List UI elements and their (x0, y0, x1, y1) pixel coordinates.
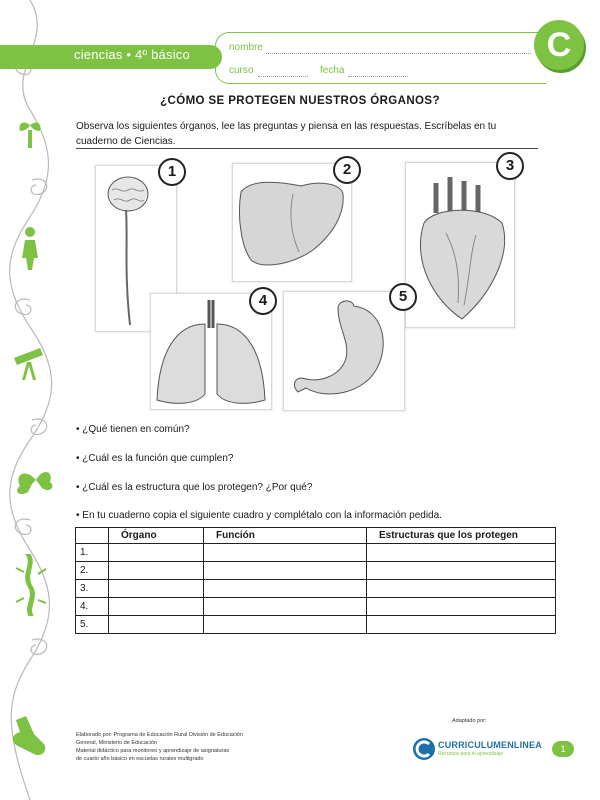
organ-image-3 (405, 162, 515, 328)
credits-line-3: Material didáctico para monitoreo y aprendizaje de asignaturas (76, 748, 230, 754)
organ-number-1: 1 (158, 158, 186, 186)
page-title: ¿CÓMO SE PROTEGEN NUESTROS ÓRGANOS? (160, 95, 440, 107)
adapted-by-label: Adaptado por: (452, 718, 487, 724)
organ-image-5 (283, 291, 405, 411)
structures-cell[interactable] (367, 544, 556, 562)
stomach-icon (284, 292, 404, 410)
organ-number-4: 4 (249, 287, 277, 315)
question-1: • ¿Qué tienen en común? (76, 424, 190, 435)
table-header-number (76, 528, 109, 544)
structures-cell[interactable] (367, 562, 556, 580)
credits-line-2: General, Ministerio de Educación (76, 740, 158, 746)
table-header-structures: Estructuras que los protegen (367, 528, 556, 544)
table-row (76, 562, 556, 580)
question-4: • En tu cuaderno copia el siguiente cuadro y complétalo con la información pedida. (76, 510, 442, 521)
organ-cell[interactable] (109, 598, 204, 616)
butterfly-icon (17, 472, 52, 494)
structures-cell[interactable] (367, 598, 556, 616)
table-row (76, 616, 556, 634)
structures-cell[interactable] (367, 616, 556, 634)
course-field[interactable] (258, 76, 308, 77)
question-3: • ¿Cuál es la estructura que los protegen? ¿Por qué? (76, 482, 313, 493)
credits-line-1: Elaborado por: Programa de Educación Rural División de Educación (76, 732, 243, 738)
function-cell[interactable] (204, 562, 367, 580)
row-number: 1. (76, 544, 109, 562)
row-number: 5. (76, 616, 109, 634)
liver-icon (233, 164, 351, 281)
telescope-icon (14, 348, 43, 380)
function-cell[interactable] (204, 580, 367, 598)
organ-number-2: 2 (333, 156, 361, 184)
question-2: • ¿Cuál es la función que cumplen? (76, 453, 234, 464)
subject-badge: C (534, 20, 584, 70)
logo-tagline: Recursos para el aprendizaje (438, 751, 504, 757)
organ-cell[interactable] (109, 562, 204, 580)
organ-cell[interactable] (109, 616, 204, 634)
name-label: nombre (229, 42, 263, 53)
divider (76, 148, 538, 149)
table-header-function: Función (204, 528, 367, 544)
table-row (76, 598, 556, 616)
row-number: 2. (76, 562, 109, 580)
row-number: 3. (76, 580, 109, 598)
lizard-icon (16, 555, 46, 615)
credits-line-4: de cuarto año básico en escuelas rurales multigrado (76, 756, 204, 762)
name-field[interactable] (266, 53, 531, 54)
function-cell[interactable] (204, 544, 367, 562)
table-header-row (76, 528, 556, 544)
table-header-organ: Órgano (109, 528, 204, 544)
person-icon (22, 240, 38, 270)
plant-icon (19, 123, 40, 148)
table-row (76, 580, 556, 598)
organ-cell[interactable] (109, 544, 204, 562)
decorative-vine (0, 0, 70, 800)
page-number: 1 (552, 741, 574, 757)
organs-table (75, 527, 556, 634)
organ-image-2 (232, 163, 352, 282)
curriculum-logo[interactable] (412, 736, 540, 769)
organ-cell[interactable] (109, 580, 204, 598)
structures-cell[interactable] (367, 580, 556, 598)
date-field[interactable] (348, 76, 408, 77)
organ-number-5: 5 (389, 283, 417, 311)
intro-text: Observa los siguientes órganos, lee las preguntas y piensa en las respuestas. Escríbelas en tu cuaderno de Ciencias. (76, 121, 497, 147)
function-cell[interactable] (204, 598, 367, 616)
subject-label: ciencias • 4º básico (74, 47, 190, 62)
function-cell[interactable] (204, 616, 367, 634)
row-number: 4. (76, 598, 109, 616)
table-row (76, 544, 556, 562)
course-label: curso (229, 65, 254, 76)
date-label: fecha (320, 65, 345, 76)
logo-name: CURRICULUMENLINEA (438, 740, 542, 750)
heart-icon (406, 163, 514, 327)
flask-icon (13, 716, 45, 755)
organ-number-3: 3 (496, 152, 524, 180)
